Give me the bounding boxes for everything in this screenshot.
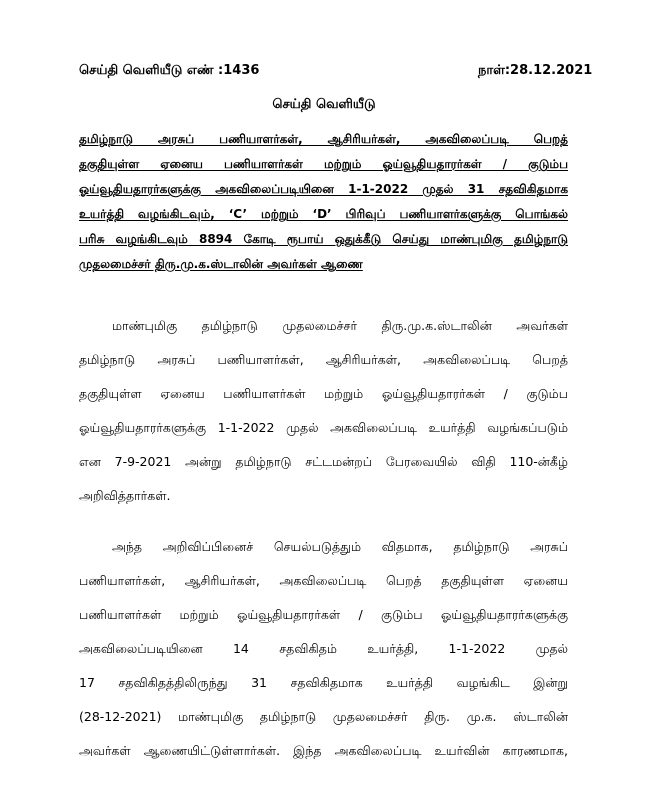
paragraph-line: 17 சதவிகிதத்திலிருந்து 31 சதவிகிதமாக உயர்த்தி வழங்கிட இன்று xyxy=(79,675,568,690)
subject-line: ஓய்வூதியதாரர்களுக்கு அகவிலைப்படியினை 1-1-2022 முதல் 31 சதவிகிதமாக xyxy=(79,182,568,196)
release-number: செய்தி வெளியீடு எண் :1436 xyxy=(79,63,260,78)
paragraph-line: அகவிலைப்படியினை 14 சதவிகிதம் உயர்த்தி, 1-1-2022 முதல் xyxy=(79,641,568,656)
paragraph-line: மாண்புமிகு தமிழ்நாடு முதலமைச்சர் திரு.மு.க.ஸ்டாலின் அவர்கள் xyxy=(112,318,568,333)
paragraph-line: பணியாளர்கள், ஆசிரியர்கள், அகவிலைப்படி பெறத் தகுதியுள்ள ஏனைய xyxy=(79,573,568,588)
paragraph-line: அறிவித்தார்கள். xyxy=(79,488,171,503)
paragraph-line: அவர்கள் ஆணையிட்டுள்ளார்கள். இந்த அகவிலைப்படி உயர்வின் காரணமாக, xyxy=(79,743,568,758)
paragraph-line: தமிழ்நாடு அரசுப் பணியாளர்கள், ஆசிரியர்கள், அகவிலைப்படி பெறத் xyxy=(79,352,568,367)
subject-line: தகுதியுள்ள ஏனைய பணியாளர்கள் மற்றும் ஓய்வூதியதாரர்கள் / குடும்ப xyxy=(79,157,568,171)
paragraph-line: என 7-9-2021 அன்று தமிழ்நாடு சட்டமன்றப் பேரவையில் விதி 110-ன்கீழ் xyxy=(79,454,568,469)
paragraph-line: (28-12-2021) மாண்புமிகு தமிழ்நாடு முதலமைச்சர் திரு. மு.க. ஸ்டாலின் xyxy=(79,709,568,724)
paragraph-line: பணியாளர்கள் மற்றும் ஓய்வூதியதாரர்கள் / குடும்ப ஓய்வூதியதாரர்களுக்கு xyxy=(79,607,568,622)
release-date: நாள்:28.12.2021 xyxy=(478,63,593,78)
document-title: செய்தி வெளியீடு xyxy=(272,97,376,112)
paragraph-line: தகுதியுள்ள ஏனைய பணியாளர்கள் மற்றும் ஓய்வூதியதாரர்கள் / குடும்ப xyxy=(79,386,568,401)
subject-line: பரிசு வழங்கிடவும் 8894 கோடி ரூபாய் ஒதுக்கீடு செய்து மாண்புமிகு தமிழ்நாடு xyxy=(79,232,568,246)
subject-line: தமிழ்நாடு அரசுப் பணியாளர்கள், ஆசிரியர்கள், அகவிலைப்படி பெறத் xyxy=(79,132,568,146)
subject-line: முதலமைச்சர் திரு.மு.க.ஸ்டாலின் அவர்கள் ஆணை xyxy=(79,257,363,271)
subject-line: உயர்த்தி வழங்கிடவும், ‘C’ மற்றும் ‘D’ பிரிவுப் பணியாளர்களுக்கு பொங்கல் xyxy=(79,207,568,221)
paragraph-line: அந்த அறிவிப்பினைச் செயல்படுத்தும் விதமாக, தமிழ்நாடு அரசுப் xyxy=(112,539,568,554)
paragraph-line: ஓய்வூதியதாரர்களுக்கு 1-1-2022 முதல் அகவிலைப்படி உயர்த்தி வழங்கப்படும் xyxy=(79,420,568,435)
